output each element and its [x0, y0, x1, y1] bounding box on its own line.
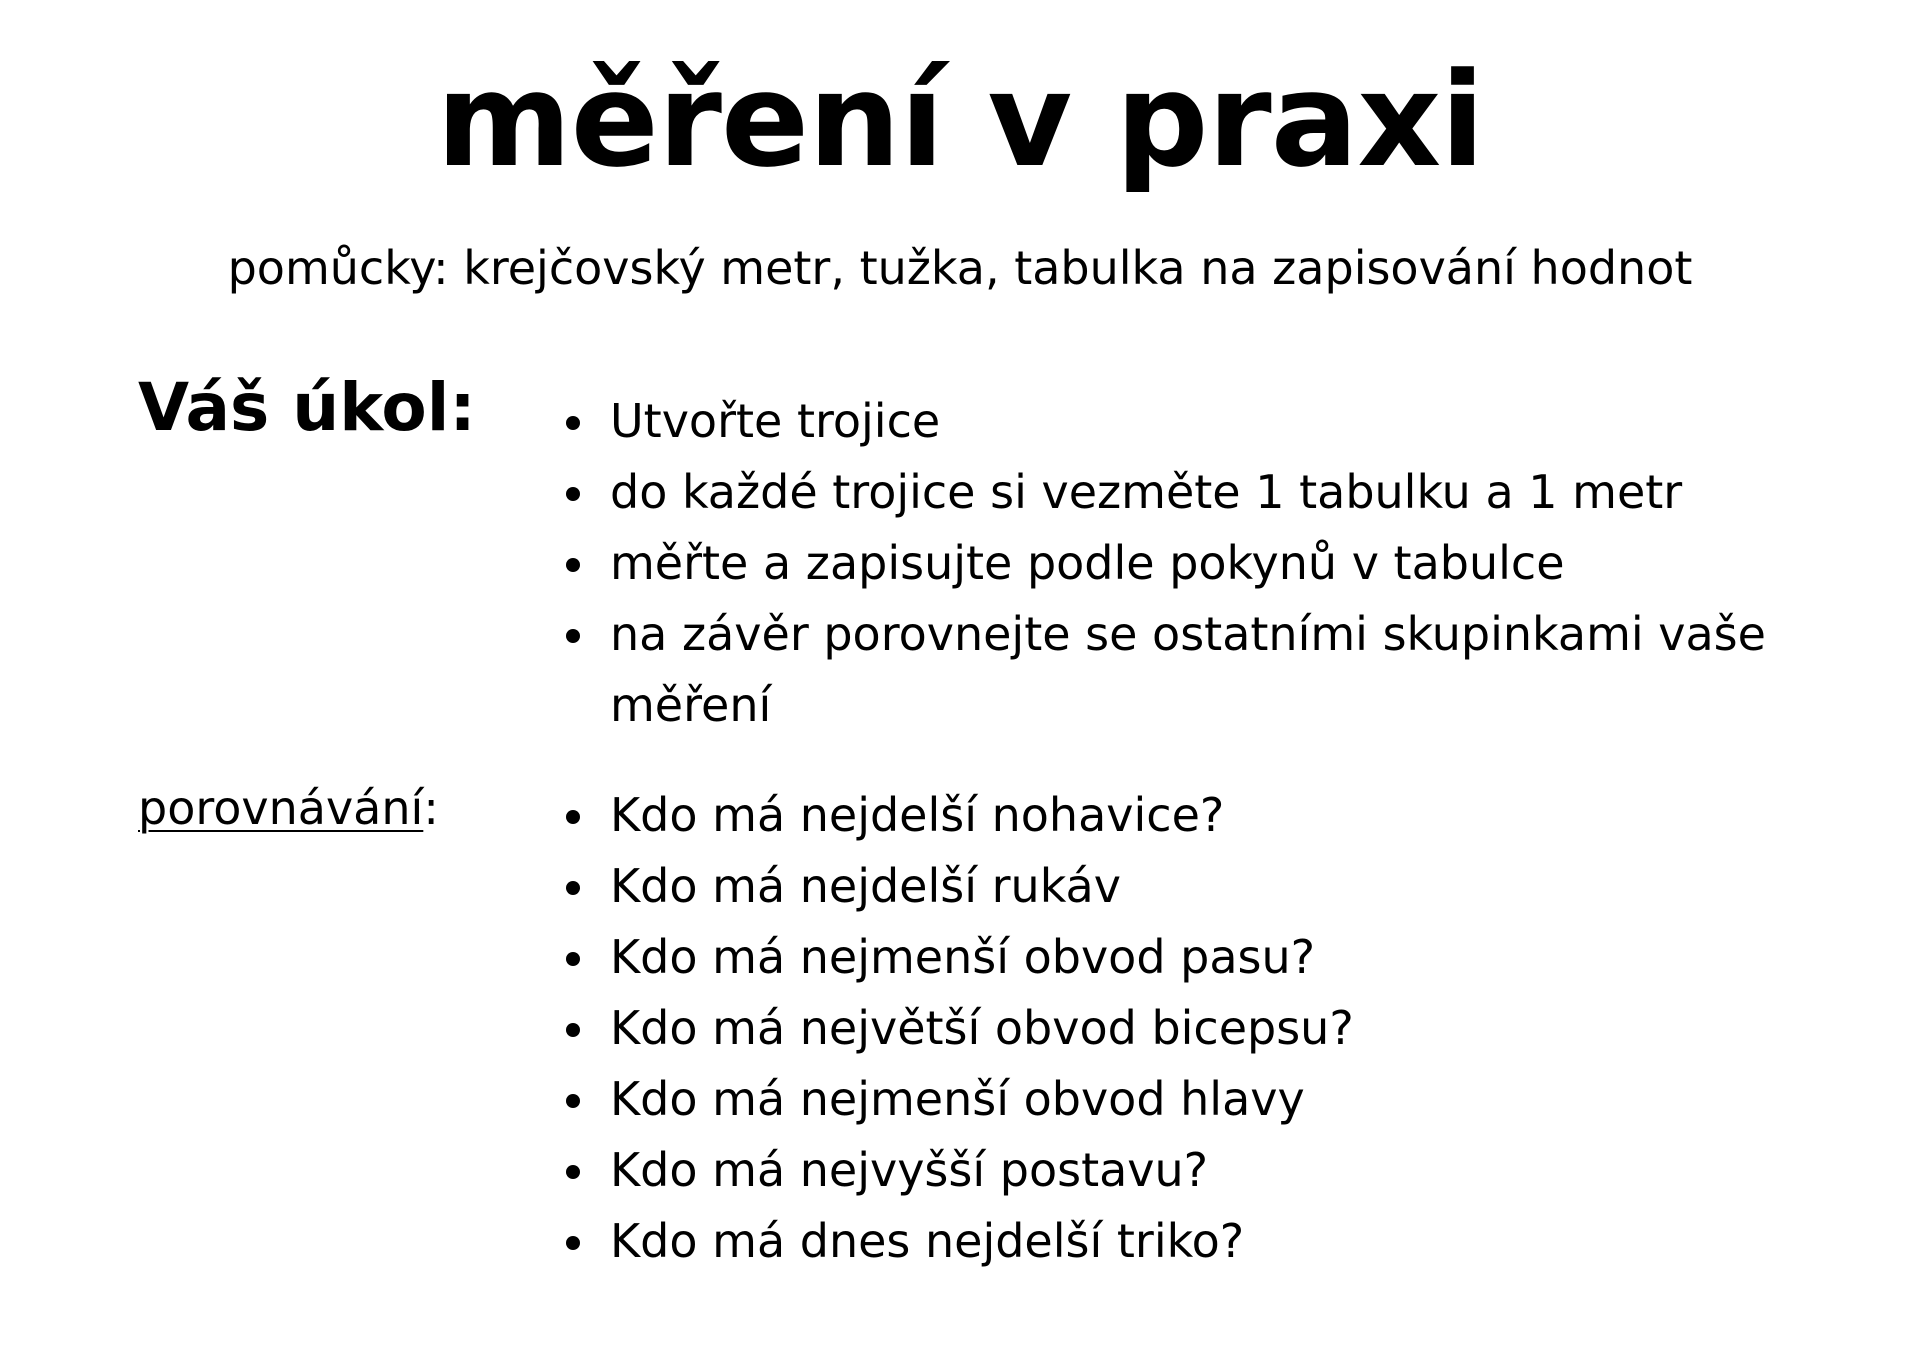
task-item: Utvořte trojice [610, 386, 1810, 457]
comparison-list [610, 780, 1810, 1277]
comparison-item: Kdo má nejmenší obvod hlavy [610, 1064, 1810, 1135]
tools-subtitle: pomůcky: krejčovský metr, tužka, tabulka na zapisování hodnot [227, 241, 1693, 295]
comparison-item: Kdo má největší obvod bicepsu? [610, 993, 1810, 1064]
task-heading: Váš úkol: [138, 369, 476, 446]
comparison-item: Kdo má nejdelší nohavice? [610, 780, 1810, 851]
comparison-item: Kdo má nejvyšší postavu? [610, 1135, 1810, 1206]
comparison-heading-label: porovnávání [138, 781, 424, 835]
task-item: měřte a zapisujte podle pokynů v tabulce [610, 528, 1810, 599]
task-item: do každé trojice si vezměte 1 tabulku a 1 metr [610, 457, 1810, 528]
page-title: měření v praxi [436, 44, 1484, 196]
comparison-heading [138, 778, 439, 838]
comparison-item: Kdo má dnes nejdelší triko? [610, 1206, 1810, 1277]
comparison-item: Kdo má nejdelší rukáv [610, 851, 1810, 922]
task-item: na závěr porovnejte se ostatními skupinkami vaše měření [610, 599, 1810, 741]
comparison-heading-colon: : [423, 781, 439, 835]
comparison-item: Kdo má nejmenší obvod pasu? [610, 922, 1810, 993]
task-list [610, 386, 1810, 741]
